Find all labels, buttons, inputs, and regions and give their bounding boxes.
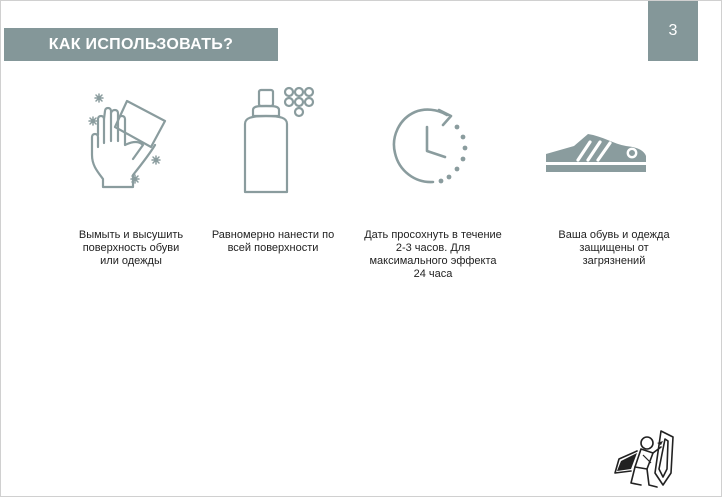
step-3-text bbox=[357, 229, 509, 281]
title-bar bbox=[4, 28, 278, 61]
step-1-line-1: Вымыть и высушить bbox=[78, 229, 184, 241]
step-4-text bbox=[544, 229, 684, 268]
step-2-line-2: всей поверхности bbox=[227, 242, 319, 254]
step-2-text bbox=[201, 229, 345, 255]
page-number-badge bbox=[648, 1, 698, 61]
page-number: 3 bbox=[668, 22, 678, 39]
superhero-shield-logo-icon bbox=[613, 423, 683, 495]
step-3-line-3: максимального эффекта bbox=[369, 255, 497, 267]
step-3-line-1: Дать просохнуть в течение bbox=[364, 229, 502, 241]
hand-wiping-icon bbox=[79, 89, 169, 189]
step-4-line-1: Ваша обувь и одежда bbox=[558, 229, 670, 241]
clock-icon bbox=[389, 105, 471, 187]
step-4-line-2: защищены от bbox=[579, 242, 649, 254]
spray-can-icon bbox=[237, 86, 317, 196]
page-title: КАК ИСПОЛЬЗОВАТЬ? bbox=[48, 35, 234, 53]
step-1-text bbox=[61, 229, 201, 268]
sneaker-icon bbox=[544, 132, 648, 174]
step-4-line-3: загрязнений bbox=[582, 255, 646, 267]
step-3-line-4: 24 часа bbox=[413, 268, 453, 280]
step-2-line-1: Равномерно нанести по bbox=[211, 229, 335, 241]
step-1-line-2: поверхность обуви bbox=[82, 242, 180, 254]
step-3-line-2: 2-3 часов. Для bbox=[395, 242, 471, 254]
step-1-line-3: или одежды bbox=[100, 255, 162, 267]
